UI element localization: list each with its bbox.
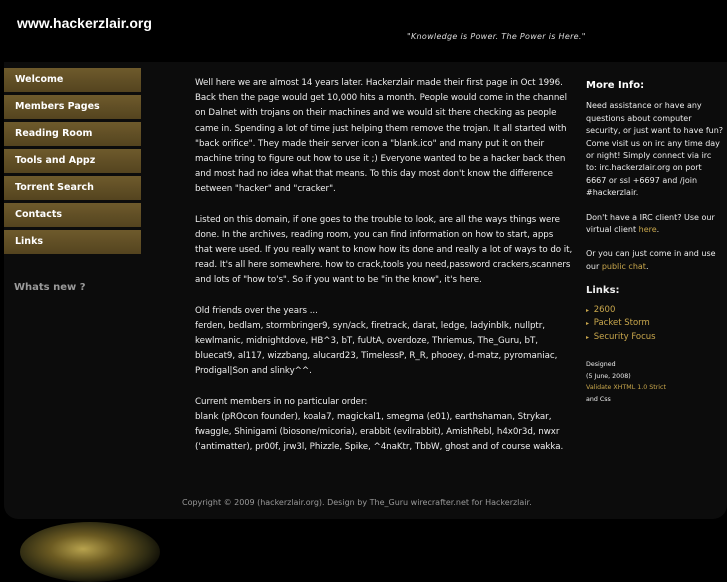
old-friends-title: Old friends over the years ...: [195, 305, 318, 316]
old-friends-section: [195, 304, 573, 380]
irc-client-prefix: Don't have a IRC client? Use our virtual client: [586, 212, 715, 235]
tagline: "Knowledge is Power. The Power is Here.": [407, 32, 586, 41]
public-chat-text: Or you can just come in and use our public chat.: [586, 249, 716, 271]
bullet-icon: ▸: [586, 320, 590, 328]
link-label: Security Focus: [593, 332, 656, 343]
bullet-icon: ▸: [586, 306, 590, 314]
main-content: [195, 76, 573, 470]
current-members-section: [195, 395, 573, 456]
link-2600[interactable]: [586, 304, 724, 318]
irc-client-link[interactable]: here: [638, 225, 657, 235]
old-friends-list: ferden, bedlam, stormbringer9, syn/ack, firetrack, darat, ledge, ladyinblk, nullptr, kewlmanic, midnightdove, HB^3, bT, fuUtA, overdoze, Thriemus, The_Guru, bT, bluecat9, al117, wizzbang, alucard23, TimelessP, R_R, phooey, d-matz, pyromaniac, Prodigal|Son and slinky^^.: [195, 320, 558, 377]
help-text: Need assistance or have any questions about computer security, or just want to have fun? Come visit us on irc any time day or night! Simply connect via irc to: irc.hackerzlair.org on port 6667 or ssl +6697 and /join #hackerzlair.: [586, 101, 724, 198]
current-members-list: blank (pROcon founder), koala7, magickal1, smegma (e01), earthshaman, Strykar, fwaggle, Shinigami (biosone/micoria), erabbit (evilrabbit), AmishRebl, h4x0r3d, nwxr ('antimatter), pr00f, jrw3l, Phizzle, Spike, ^4naKtr, TbbW, ghost and of course wakka.: [195, 411, 564, 453]
nav-item-contacts[interactable]: Contacts: [4, 203, 141, 227]
nav-item-links[interactable]: Links: [4, 230, 141, 254]
intro-paragraph: Well here we are almost 14 years later. Hackerzlair made their first page in Oct 1996. Back then the page would get 10,000 hits a month. People would come in the channel on Dalnet with trojans on their machines and we would sit there checking as people came in. Spending a lot of time just helping them remove the trojan. It all started with "back orifice". They made their server icon a "blank.ico" and many put it on their machine tring to figure out how to use it ;) Everyone wanted to be a hacker back then and most had no idea what that means. To this day most don't know the difference between "hacker" and "cracker".: [195, 78, 567, 195]
nav-item-welcome[interactable]: Welcome: [4, 68, 141, 92]
nav-item-reading-room[interactable]: Reading Room: [4, 122, 141, 146]
link-packet-storm[interactable]: [586, 317, 724, 331]
whats-new-heading: Whats new ?: [14, 282, 86, 293]
designed-date: (5 June, 2008): [586, 372, 631, 380]
nav-item-members-pages[interactable]: Members Pages: [4, 95, 141, 119]
site-title[interactable]: www.hackerzlair.org: [17, 15, 152, 31]
irc-client-text: Don't have a IRC client? Use our virtual client here.: [586, 212, 715, 235]
nav-item-tools-and-appz[interactable]: Tools and Appz: [4, 149, 141, 173]
main-nav: [4, 68, 141, 257]
link-label: Packet Storm: [593, 318, 650, 329]
decorative-orb-image: [20, 522, 160, 582]
link-label: 2600: [593, 304, 616, 315]
validate-xhtml-link[interactable]: Validate XHTML 1.0 Strict: [586, 384, 666, 392]
footer-copyright: Copyright © 2009 (hackerzlair.org). Design by The_Guru wirecrafter.net for Hackerzlair.: [182, 498, 532, 507]
links-heading: Links:: [586, 285, 620, 297]
current-members-title: Current members in no particular order:: [195, 396, 368, 407]
designed-block: [586, 359, 724, 405]
bullet-icon: ▸: [586, 334, 590, 342]
archives-paragraph: Listed on this domain, if one goes to the trouble to look, are all the ways things were done. In the archives, reading room, you can find information on how to start, apps that were used. If you really want to know how its done and really a lot of ways to do it, read. It's all here somewhere. how to crack,tools you need,password crackers,scanners and lots of "how to's". So if you want to be "in the know", it's here.: [195, 214, 573, 286]
sidebar-right: [586, 80, 724, 405]
more-info-heading: More Info:: [586, 80, 645, 91]
designed-label: Designed: [586, 361, 616, 369]
public-chat-link[interactable]: public chat: [601, 261, 646, 271]
and-css-text: and Css: [586, 395, 611, 403]
link-security-focus[interactable]: [586, 331, 724, 345]
public-chat-prefix: Or you can just come in and use our: [586, 249, 716, 271]
nav-item-torrent-search[interactable]: Torrent Search: [4, 176, 141, 200]
